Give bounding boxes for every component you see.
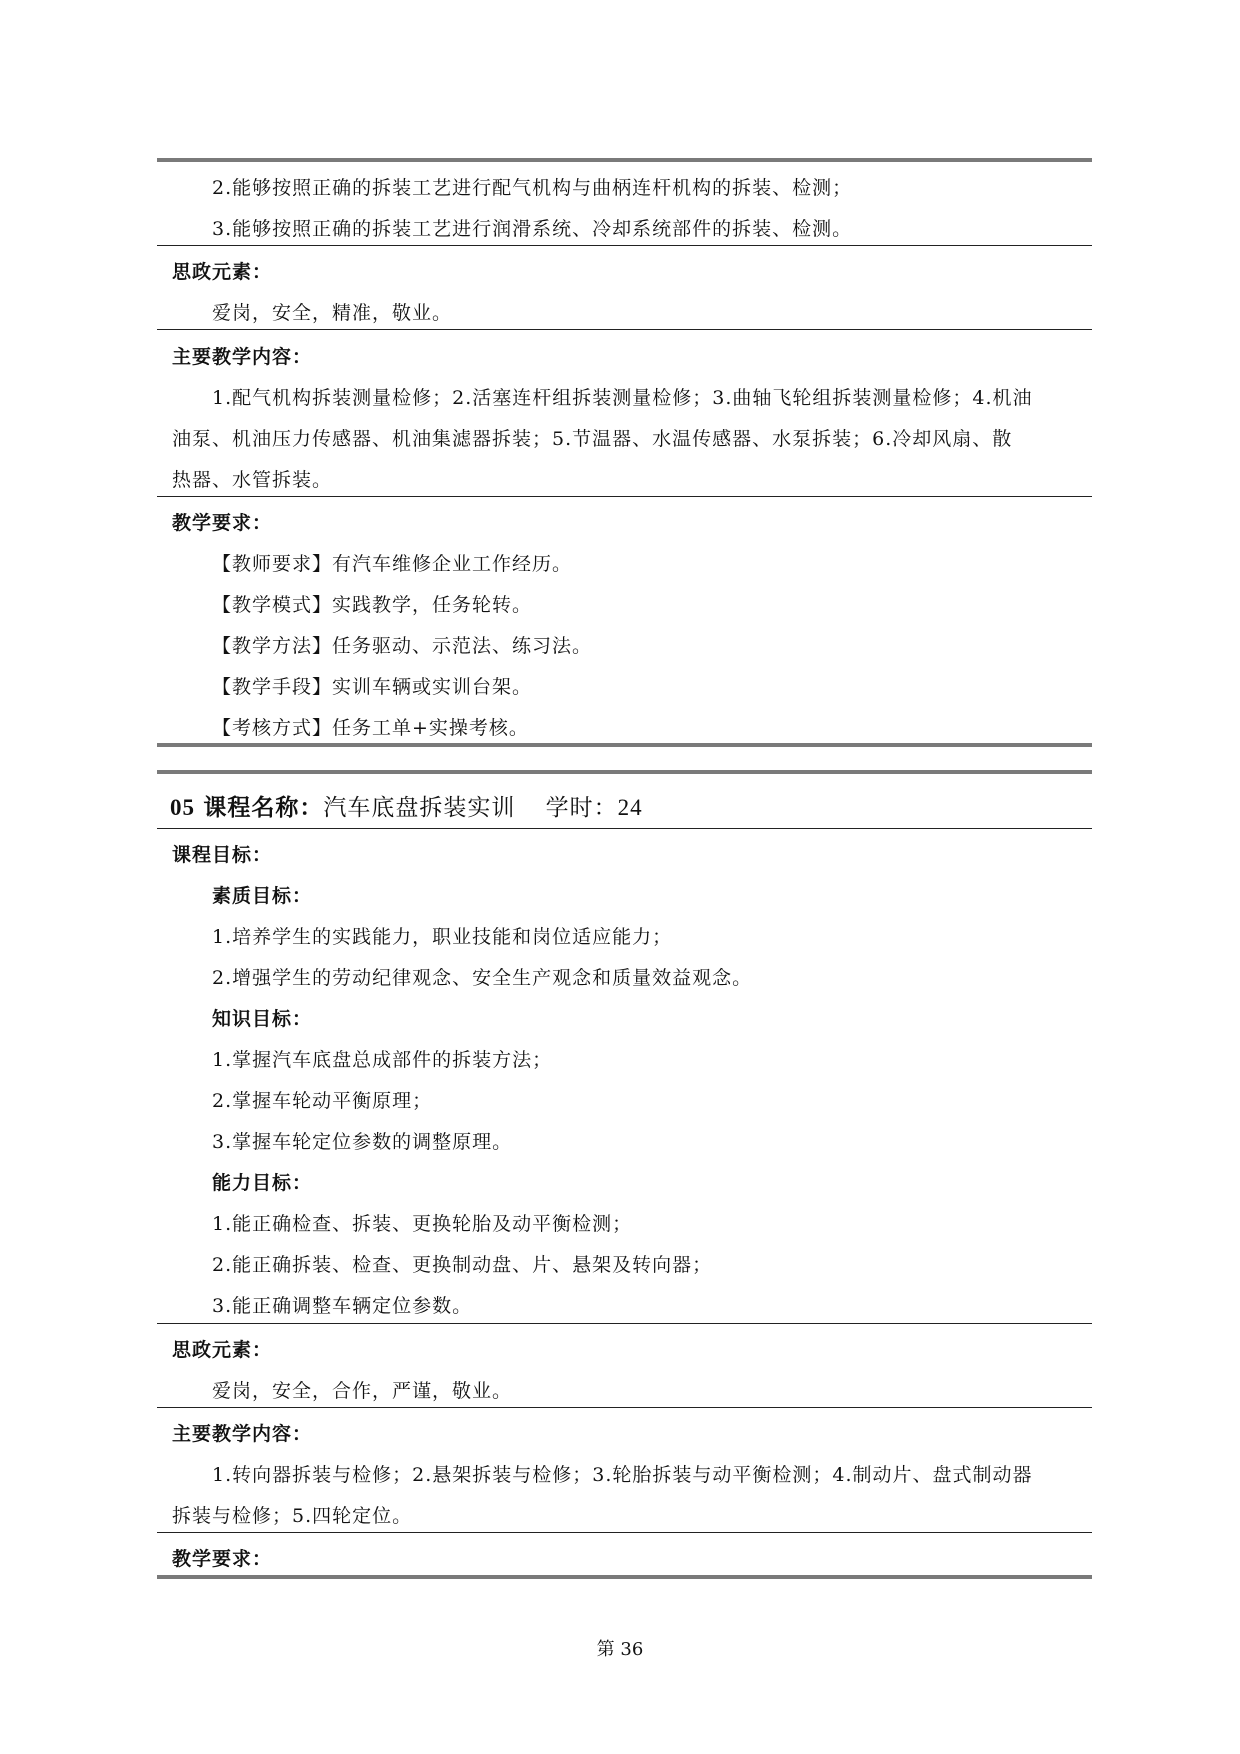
course-number: 05 xyxy=(170,795,195,820)
course-title xyxy=(170,793,643,823)
divider xyxy=(157,245,1092,246)
goals-label: 课程目标： xyxy=(172,844,273,866)
course-start-rule xyxy=(157,770,1092,774)
quality-item-1: 1.培养学生的实践能力，职业技能和岗位适应能力； xyxy=(212,926,673,948)
skill-item-3: 3.能够按照正确的拆装工艺进行润滑系统、冷却系统部件的拆装、检测。 xyxy=(212,218,853,240)
knowledge-item-2: 2.掌握车轮动平衡原理； xyxy=(212,1090,433,1112)
content-label: 主要教学内容： xyxy=(172,1423,313,1445)
ideology-text: 爱岗，安全，精准，敬业。 xyxy=(212,302,453,324)
ideology-text: 爱岗，安全，合作，严谨，敬业。 xyxy=(212,1380,513,1402)
ability-item-3: 3.能正确调整车辆定位参数。 xyxy=(212,1295,473,1317)
req-teacher: 【教师要求】有汽车维修企业工作经历。 xyxy=(212,553,573,575)
divider xyxy=(157,1532,1092,1533)
divider xyxy=(157,496,1092,497)
knowledge-label: 知识目标： xyxy=(212,1008,313,1030)
top-rule xyxy=(157,158,1092,162)
requirements-label: 教学要求： xyxy=(172,512,273,534)
ability-item-1: 1.能正确检查、拆装、更换轮胎及动平衡检测； xyxy=(212,1213,633,1235)
ideology-label: 思政元素： xyxy=(172,261,273,283)
divider xyxy=(157,828,1092,829)
course-name: 汽车底盘拆装实训 xyxy=(323,795,516,821)
req-mode: 【教学模式】实践教学，任务轮转。 xyxy=(212,594,533,616)
page-number: 第 36 xyxy=(596,1639,644,1660)
hours-label: 学时： xyxy=(545,795,618,821)
req-means: 【教学手段】实训车辆或实训台架。 xyxy=(212,676,533,698)
content-line-1: 1.配气机构拆装测量检修；2.活塞连杆组拆装测量检修；3.曲轴飞轮组拆装测量检修；4.机油 xyxy=(212,387,1033,409)
req-assessment: 【考核方式】任务工单+实操考核。 xyxy=(212,717,529,739)
quality-label: 素质目标： xyxy=(212,885,313,907)
hours-value: 24 xyxy=(617,795,643,820)
content-line-3: 热器、水管拆装。 xyxy=(172,469,333,491)
knowledge-item-3: 3.掌握车轮定位参数的调整原理。 xyxy=(212,1131,513,1153)
divider xyxy=(157,329,1092,330)
section-end-rule xyxy=(157,743,1092,747)
knowledge-item-1: 1.掌握汽车底盘总成部件的拆装方法； xyxy=(212,1049,553,1071)
divider xyxy=(157,1323,1092,1324)
quality-item-2: 2.增强学生的劳动纪律观念、安全生产观念和质量效益观念。 xyxy=(212,967,753,989)
content-line-1: 1.转向器拆装与检修；2.悬架拆装与检修；3.轮胎拆装与动平衡检测；4.制动片、盘式制动器 xyxy=(212,1464,1033,1486)
bottom-rule xyxy=(157,1575,1092,1579)
content-line-2: 拆装与检修；5.四轮定位。 xyxy=(172,1505,413,1527)
ability-label: 能力目标： xyxy=(212,1172,313,1194)
content-label: 主要教学内容： xyxy=(172,346,313,368)
divider xyxy=(157,1407,1092,1408)
course-name-label: 课程名称： xyxy=(203,794,324,821)
req-method: 【教学方法】任务驱动、示范法、练习法。 xyxy=(212,635,593,657)
skill-item-2: 2.能够按照正确的拆装工艺进行配气机构与曲柄连杆机构的拆装、检测； xyxy=(212,177,853,199)
content-line-2: 油泵、机油压力传感器、机油集滤器拆装；5.节温器、水温传感器、水泵拆装；6.冷却风扇、散 xyxy=(172,428,1013,450)
requirements-label: 教学要求： xyxy=(172,1548,273,1570)
ideology-label: 思政元素： xyxy=(172,1339,273,1361)
ability-item-2: 2.能正确拆装、检查、更换制动盘、片、悬架及转向器； xyxy=(212,1254,713,1276)
